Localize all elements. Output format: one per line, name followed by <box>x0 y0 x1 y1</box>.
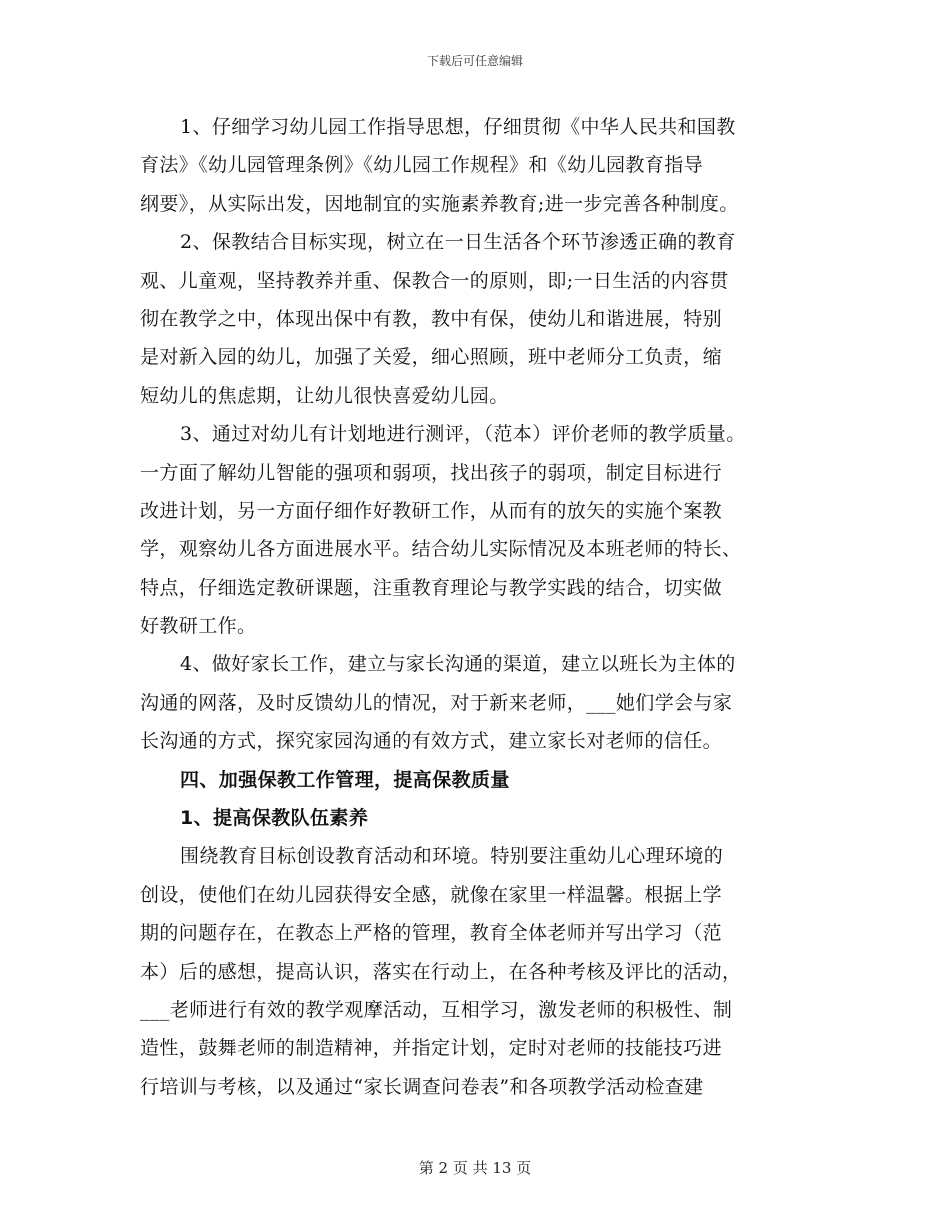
text-line: 围绕教育目标创设教育活动和环境。特别要注重幼儿心理环境的 <box>180 845 724 868</box>
text-line: 创设，使他们在幼儿园获得安全感，就像在家里一样温馨。根据上学 <box>140 883 723 906</box>
text-line: 纲要》，从实际出发，因地制宜的实施素养教育;进一步完善各种制度。 <box>140 192 739 215</box>
page-number: 第 2 页 共 13 页 <box>418 1159 532 1177</box>
text-line: 1、仔细学习幼儿园工作指导思想，仔细贯彻《中华人民共和国教 <box>180 116 736 138</box>
text-line: 育法》《幼儿园管理条例》《幼儿园工作规程》和《幼儿园教育指导 <box>140 154 704 177</box>
text-line: 4、做好家长工作，建立与家长沟通的渠道，建立以班长为主体的 <box>180 653 736 676</box>
text-line: 3、通过对幼儿有计划地进行测评，（范本）评价老师的教学质量。 <box>180 423 746 446</box>
text-line: 是对新入园的幼儿，加强了关爱，细心照顾，班中老师分工负责，缩 <box>140 346 723 369</box>
document-body <box>140 108 820 1106</box>
text-line: 长沟通的方式，探究家园沟通的有效方式，建立家长对老师的信任。 <box>140 730 723 753</box>
text-line: 造性，鼓舞老师的制造精神，并指定计划，定时对老师的技能技巧进 <box>140 1037 723 1060</box>
text-line: 彻在教学之中，体现出保中有教，教中有保，使幼儿和谐进展，特别 <box>140 307 723 330</box>
text-line: 一方面了解幼儿智能的强项和弱项，找出孩子的弱项，制定目标进行 <box>140 461 723 484</box>
text-line: 短幼儿的焦虑期，让幼儿很快喜爱幼儿园。 <box>140 384 509 407</box>
text-line: 改进计划，另一方面仔细作好教研工作，从而有的放矢的实施个案教 <box>140 499 723 522</box>
text-line: 期的问题存在，在教态上严格的管理，教育全体老师并写出学习（范 <box>140 922 723 945</box>
text-line: 学，观察幼儿各方面进展水平。结合幼儿实际情况及本班老师的特长、 <box>140 538 742 561</box>
section-heading: 四、加强保教工作管理，提高保教质量 <box>180 768 510 791</box>
text-line: ___老师进行有效的教学观摩活动，互相学习，激发老师的积极性、制 <box>140 998 733 1021</box>
subsection-heading: 1、提高保教队伍素养 <box>180 807 369 830</box>
page-header-note: 下载后可任意编辑 <box>426 54 523 68</box>
text-line: 本）后的感想，提高认识，落实在行动上，在各种考核及评比的活动， <box>140 960 742 983</box>
text-line: 好教研工作。 <box>140 615 257 638</box>
text-line: 特点，仔细选定教研课题，注重教育理论与教学实践的结合，切实做 <box>140 576 723 599</box>
text-line: 观、儿童观，坚持教养并重、保教合一的原则，即;一日生活的内容贯 <box>140 269 729 292</box>
text-line: 行培训与考核，以及通过“家长调查问卷表”和各项教学活动检查建 <box>140 1075 704 1098</box>
text-line: 沟通的网落，及时反馈幼儿的情况，对于新来老师，___她们学会与家 <box>140 691 733 714</box>
text-line: 2、保教结合目标实现，树立在一日生活各个环节渗透正确的教育 <box>180 231 736 254</box>
